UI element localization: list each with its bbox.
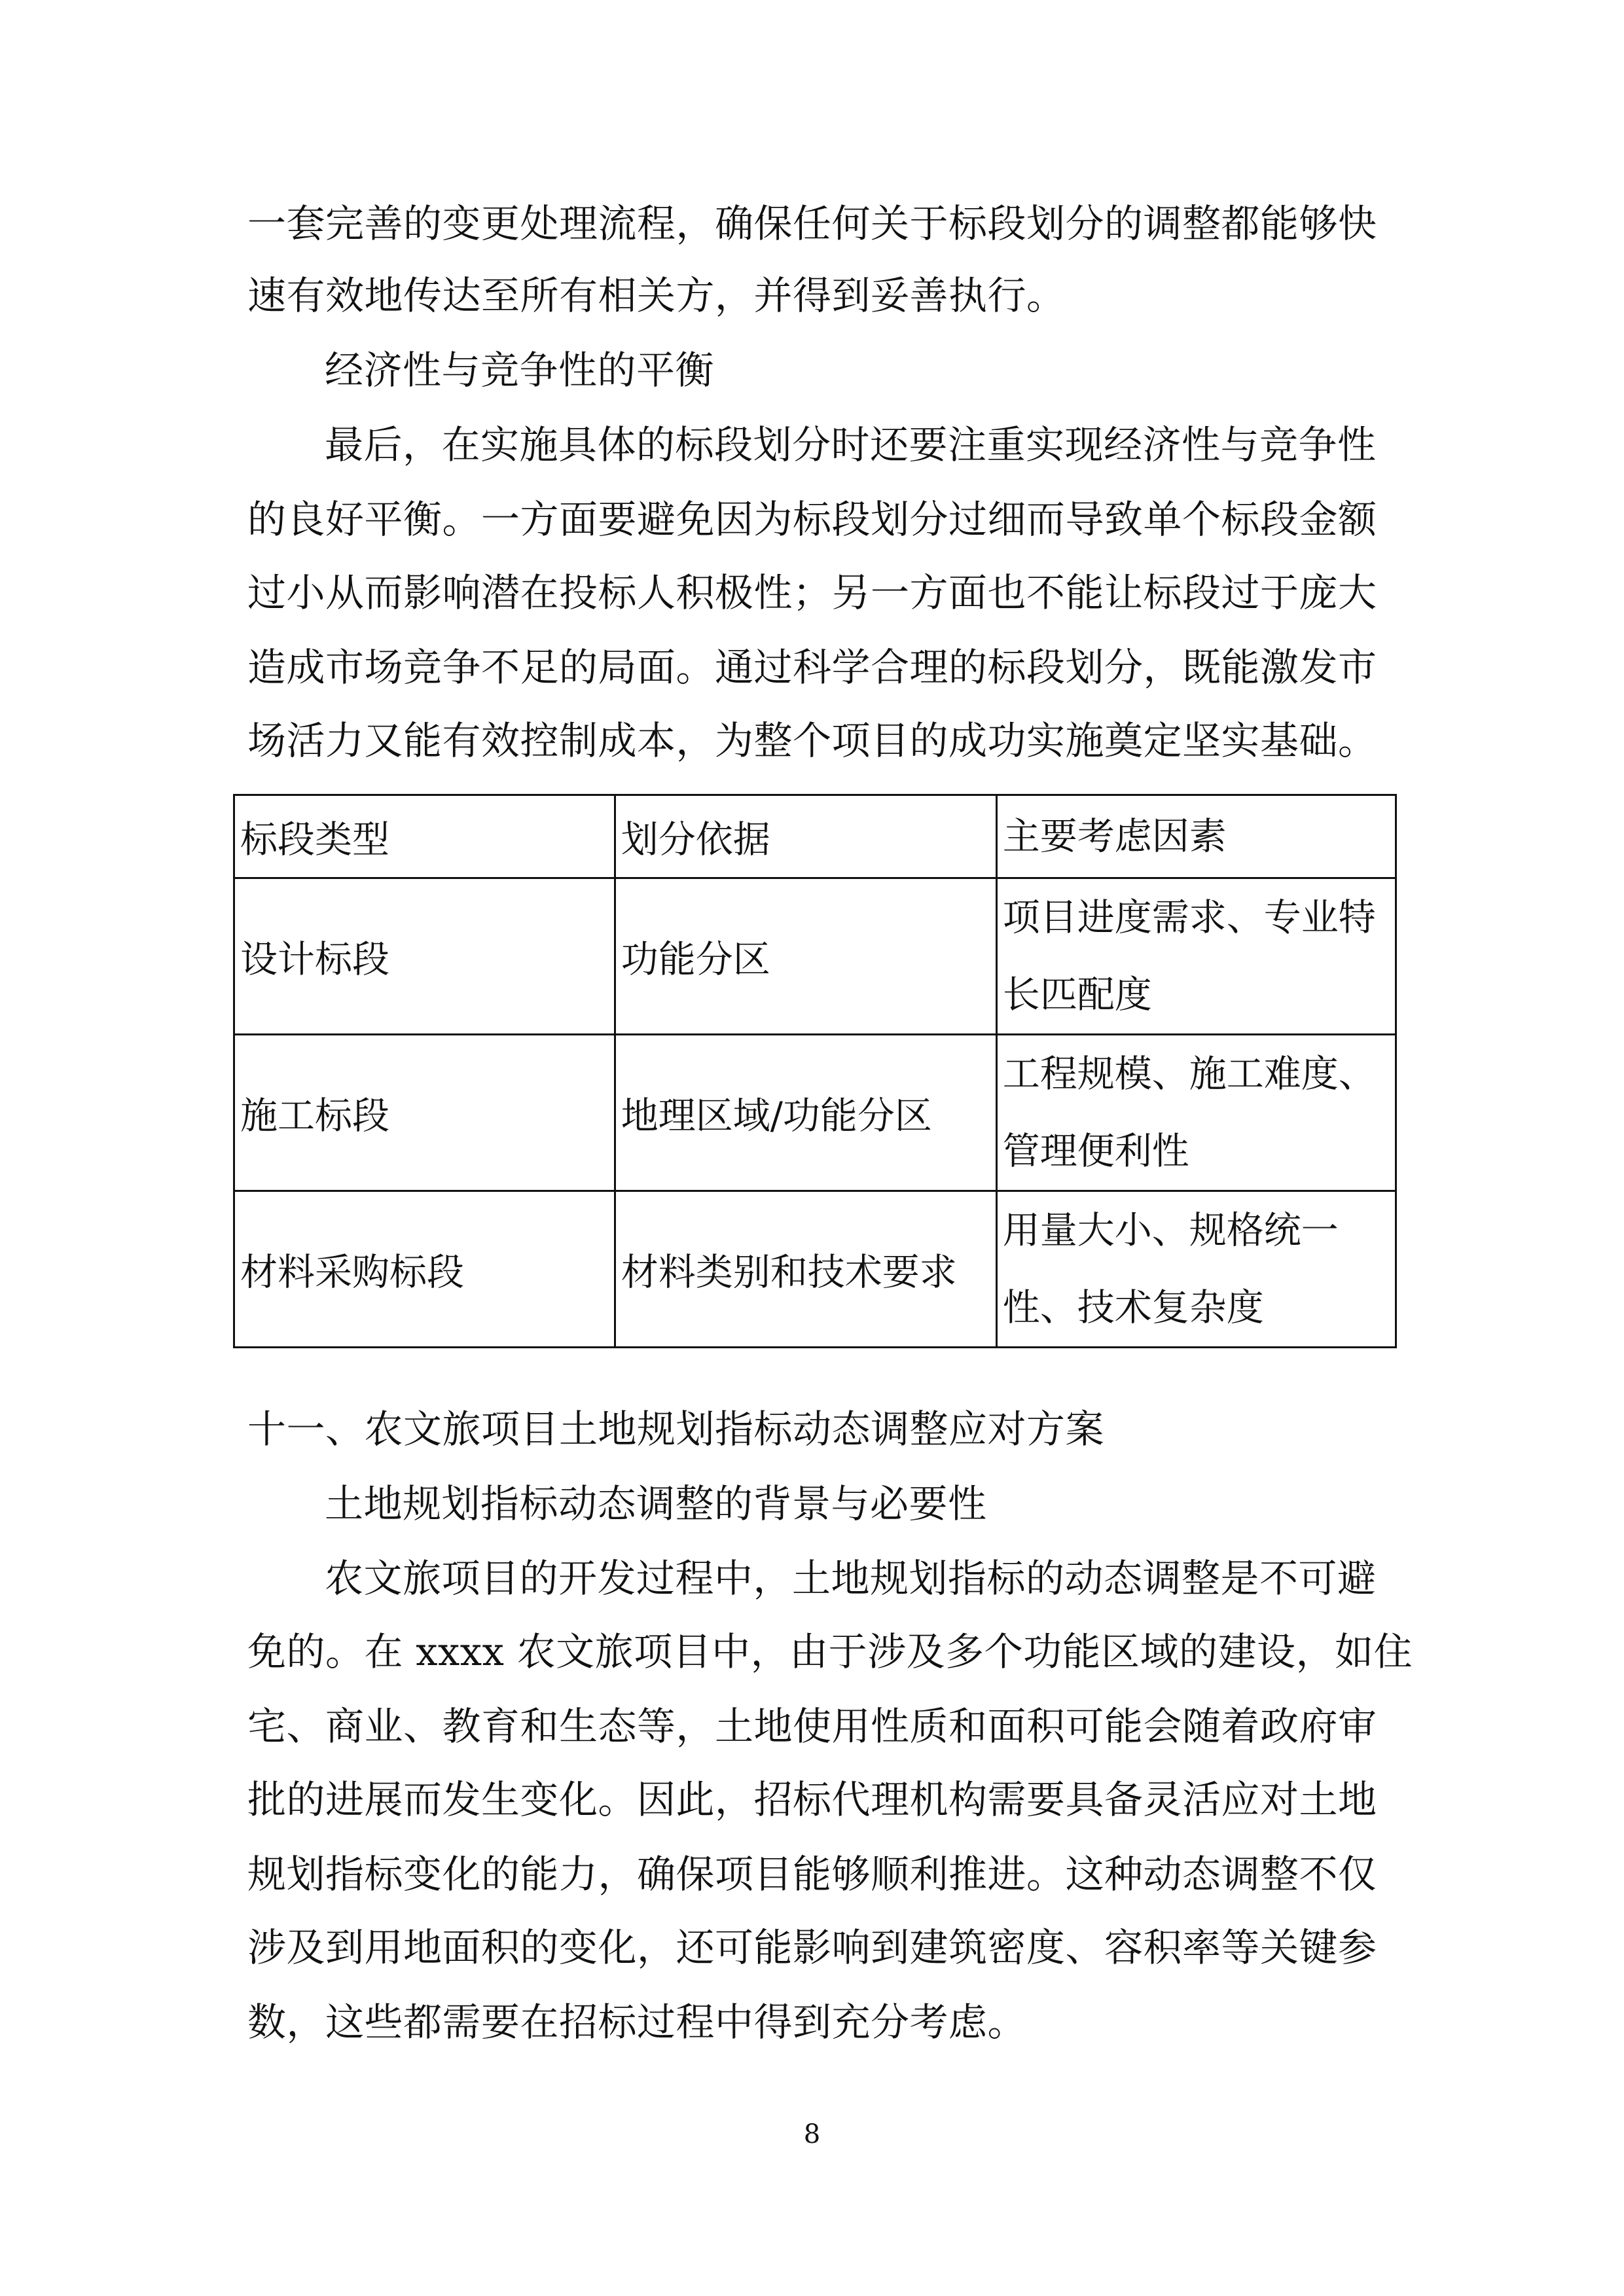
table-cell: 材料采购标段: [234, 1191, 615, 1348]
background-line-5: 规划指标变化的能力，确保项目能够顺利推进。这种动态调整不仅: [247, 1852, 1377, 1897]
balance-line-2: 的良好平衡。一方面要避免因为标段划分过细而导致单个标段金额: [247, 497, 1377, 542]
cell-line: 长匹配度: [1002, 973, 1152, 1016]
table-header-row: [234, 795, 1396, 878]
intro-line-2: 速有效地传达至所有相关方，并得到妥善执行。: [247, 273, 1066, 318]
table-cell: 功能分区: [615, 878, 996, 1035]
cell-line: 管理便利性: [1002, 1130, 1189, 1173]
balance-line-3: 过小从而影响潜在投标人积极性；另一方面也不能让标段过于庞大: [247, 570, 1377, 615]
background-line-3: 宅、商业、教育和生态等，土地使用性质和面积可能会随着政府审: [247, 1704, 1377, 1749]
table-cell: [996, 878, 1396, 1035]
subheading-background: 土地规划指标动态调整的背景与必要性: [325, 1481, 987, 1526]
table-cell: [996, 1191, 1396, 1348]
page-number: 8: [803, 2119, 821, 2149]
background-line-1: 农文旅项目的开发过程中，土地规划指标的动态调整是不可避: [325, 1556, 1377, 1601]
subheading-balance: 经济性与竞争性的平衡: [325, 348, 715, 393]
balance-line-1: 最后，在实施具体的标段划分时还要注重实现经济性与竞争性: [325, 422, 1377, 467]
balance-line-5: 场活力又能有效控制成本，为整个项目的成功实施奠定坚实基础。: [247, 718, 1377, 763]
section-heading: 十一、农文旅项目土地规划指标动态调整应对方案: [247, 1407, 1105, 1452]
table-row: [234, 1035, 1396, 1191]
bid-section-table: [233, 794, 1397, 1348]
table-cell: 材料类别和技术要求: [615, 1191, 996, 1348]
cell-line: 性、技术复杂度: [1002, 1286, 1264, 1329]
background-line-6: 涉及到用地面积的变化，还可能影响到建筑密度、容积率等关键参: [247, 1925, 1377, 1970]
intro-line-1: 一套完善的变更处理流程，确保任何关于标段划分的调整都能够快: [247, 201, 1377, 246]
table-cell: 地理区域/功能分区: [615, 1035, 996, 1191]
background-line-2: 免的。在 xxxx 农文旅项目中，由于涉及多个功能区域的建设，如住: [247, 1629, 1413, 1674]
cell-line: 工程规模、施工难度、: [1002, 1052, 1376, 1096]
table-header-cell: 主要考虑因素: [996, 795, 1396, 878]
table-row: [234, 1191, 1396, 1348]
cell-line: 用量大小、规格统一: [1002, 1209, 1339, 1252]
balance-line-4: 造成市场竞争不足的局面。通过科学合理的标段划分，既能激发市: [247, 645, 1377, 690]
table-header-cell: 标段类型: [234, 795, 615, 878]
table-cell: 施工标段: [234, 1035, 615, 1191]
table-header-cell: 划分依据: [615, 795, 996, 878]
table-cell: [996, 1035, 1396, 1191]
background-line-7: 数，这些都需要在招标过程中得到充分考虑。: [247, 2000, 1027, 2045]
table-row: [234, 878, 1396, 1035]
cell-line: 项目进度需求、专业特: [1002, 896, 1376, 939]
background-line-4: 批的进展而发生变化。因此，招标代理机构需要具备灵活应对土地: [247, 1777, 1377, 1822]
table-cell: 设计标段: [234, 878, 615, 1035]
